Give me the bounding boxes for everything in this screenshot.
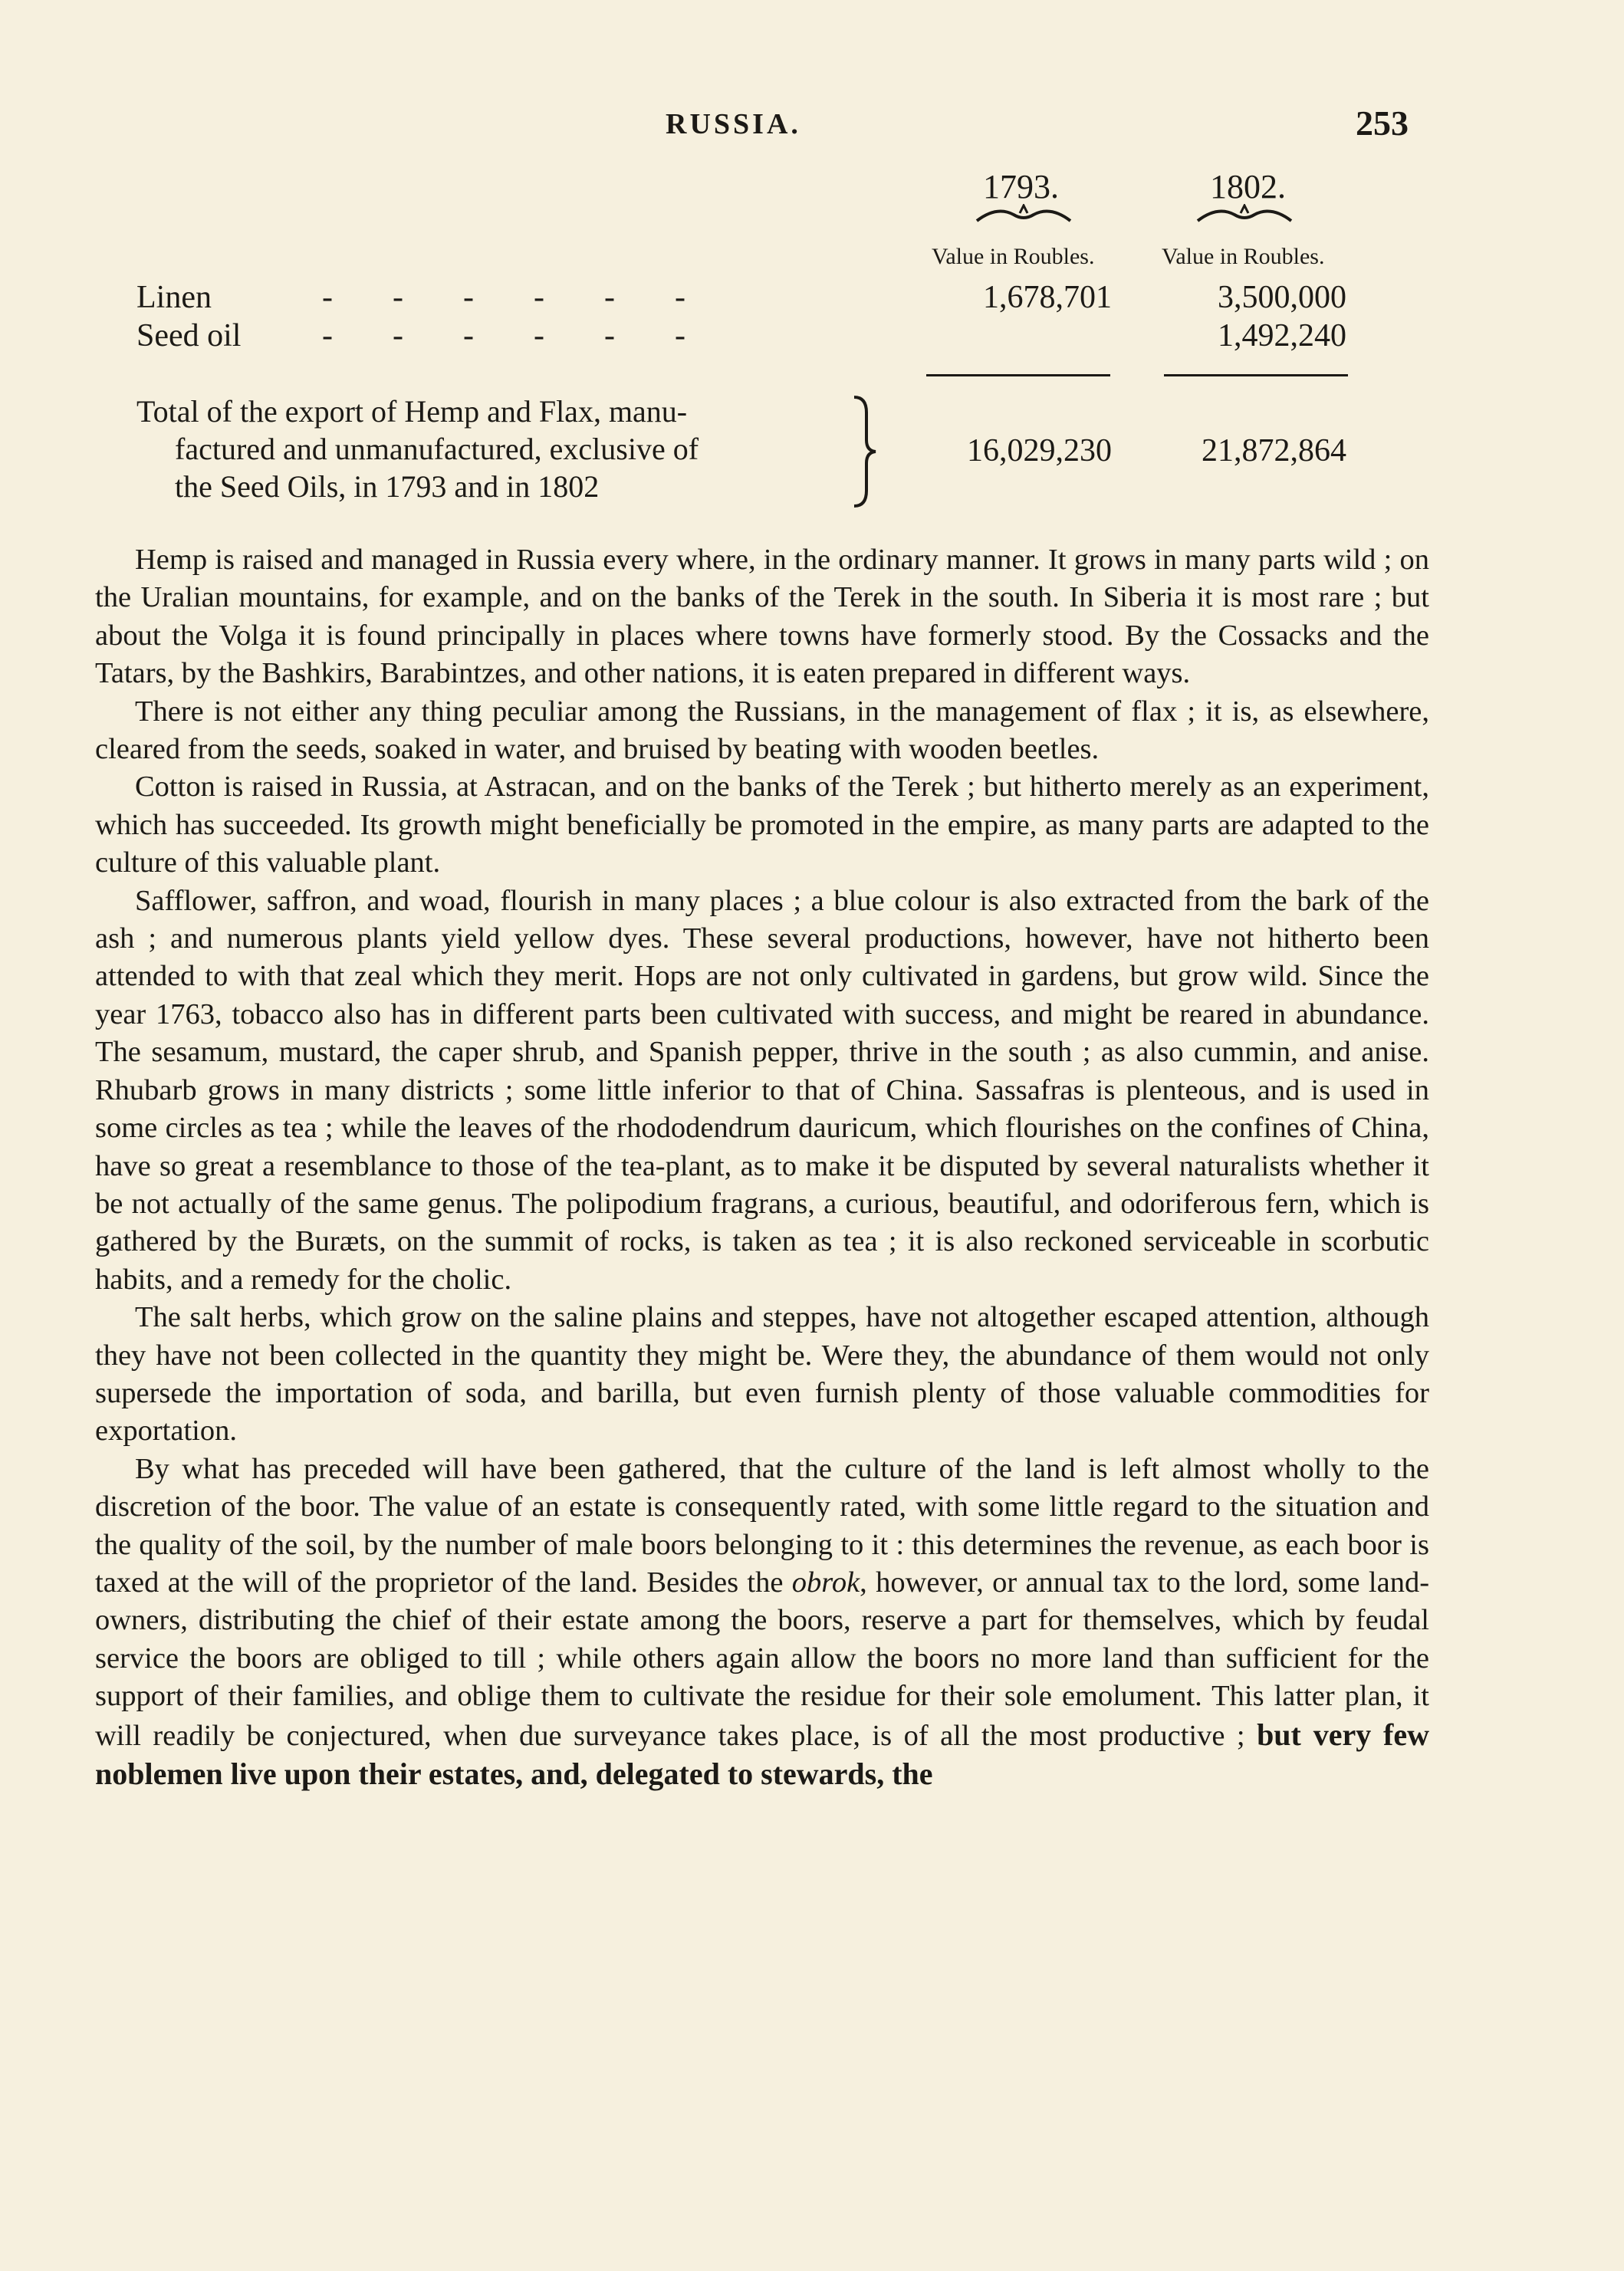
value-1802: 3,500,000 — [1218, 280, 1346, 315]
sum-rule — [1164, 374, 1348, 376]
paragraph-land-culture — [95, 1451, 1429, 1795]
unit-label-1793: Value in Roubles. — [932, 244, 1095, 269]
running-head: RUSSIA. — [666, 108, 801, 140]
paragraph-salt-herbs: The salt herbs, which grow on the saline plains and steppes, have not altogether escaped attention, although they have not been collected in the quantity they might be. Were they, the abundance of them would not only supersede the importation of soda, and barilla, but even furnish plenty of those valuable commodities for exportation. — [95, 1301, 1429, 1448]
italic-term: obrok — [791, 1566, 860, 1599]
unit-label-1802: Value in Roubles. — [1162, 244, 1325, 269]
page-number: 253 — [1356, 104, 1409, 143]
leader-dashes: - - - - - - — [322, 280, 685, 315]
right-brace-icon — [850, 394, 880, 509]
value-1802: 1,492,240 — [1218, 318, 1346, 353]
paragraph-cotton: Cotton is raised in Russia, at Astracan, and on the banks of the Terek ; but hitherto merely as an experiment, which has succeeded. Its growth might beneficially be promoted in the empire, as many parts are adapted to the culture of this valuable plant. — [95, 771, 1429, 879]
paragraph-text: , however, or annual tax to the lord, some land-owners, distributing the chief of their estate among the boors, reserve a part for themselves, which by feudal service the boors are obliged to till ; while others again allow the boors no more land than sufficient for the support of their families, and oblige them to cultivate the residue for their sole emolument. This latter plan, it will readily be conjectured, when due surveyance takes place, is of all the most productive ; — [95, 1566, 1430, 1752]
total-label-line: the Seed Oils, in 1793 and in 1802 — [175, 469, 600, 504]
row-label: Seed oil — [136, 318, 242, 353]
year-1802-heading: 1802. — [1210, 168, 1286, 205]
total-label-line: Total of the export of Hemp and Flax, manu- — [136, 394, 688, 429]
paragraph-hemp: Hemp is raised and managed in Russia every where, in the ordinary manner. It grows in many parts wild ; on the Uralian mountains, for example, and on the banks of the Terek in the south. In Siberia it is most rare ; but about the Volga it is found principally in places where towns have formerly stood. By the Cossacks and the Tatars, by the Bashkirs, Barabintzes, and other nations, it is eaten prepared in different ways. — [95, 544, 1429, 690]
year-1793-heading: 1793. — [983, 168, 1059, 205]
paragraph-flax: There is not either any thing peculiar among the Russians, in the management of flax ; it is, as elsewhere, cleared from the seeds, soaked in water, and bruised by beating with wooden beetles. — [95, 695, 1429, 766]
table-row-seed-oil — [0, 317, 1624, 356]
paragraph-text-bold: but very few noblemen live upon their estates, and, delegated to stewards, the — [95, 1717, 1429, 1791]
row-label: Linen — [136, 280, 212, 315]
paragraph-text: By what has preceded will have been gathered, that the culture of the land is left almost wholly to the discretion of the boor. The value of an estate is consequently rated, with some little regard to the situation and the quality of the soil, by the number of male boors belonging to it : this determines the revenue, as each boor is taxed at the will of the proprietor of the land. Besides the — [95, 1452, 1429, 1599]
brace-flourish-icon — [974, 204, 1073, 224]
brace-flourish-icon — [1195, 204, 1294, 224]
table-row-linen — [0, 279, 1624, 317]
total-value-1793: 16,029,230 — [967, 433, 1112, 468]
body-text — [95, 541, 1429, 1794]
total-label — [136, 393, 865, 505]
leader-dashes: - - - - - - — [322, 318, 685, 353]
sum-rule — [926, 374, 1110, 376]
total-label-line: factured and unmanufactured, exclusive of — [175, 432, 699, 466]
total-value-1802: 21,872,864 — [1202, 433, 1346, 468]
paragraph-dyes-plants: Safflower, saffron, and woad, flourish in many places ; a blue colour is also extracted from the bark of the ash ; and numerous plants yield yellow dyes. These several productions, however, have not hitherto been attended to with that zeal which they merit. Hops are not only cultivated in gardens, but grow wild. Since the year 1763, tobacco also has in different parts been cultivated with success, and might be reared in abundance. The sesamum, mustard, the caper shrub, and Spanish pepper, thrive in the south ; as also cummin, and anise. Rhubarb grows in many districts ; some little inferior to that of China. Sassafras is plenteous, and is used in some circles as tea ; while the leaves of the rhododendrum dauricum, which flourishes on the confines of China, have so great a resemblance to those of the tea-plant, as to make it be disputed by several naturalists whether it be not actually of the same genus. The polipodium fragrans, a curious, beautiful, and odoriferous fern, which is gathered by the Buræts, on the summit of rocks, is taken as tea ; it is also reckoned serviceable in scorbutic habits, and a remedy for the cholic. — [95, 884, 1429, 1296]
value-1793: 1,678,701 — [983, 280, 1112, 315]
